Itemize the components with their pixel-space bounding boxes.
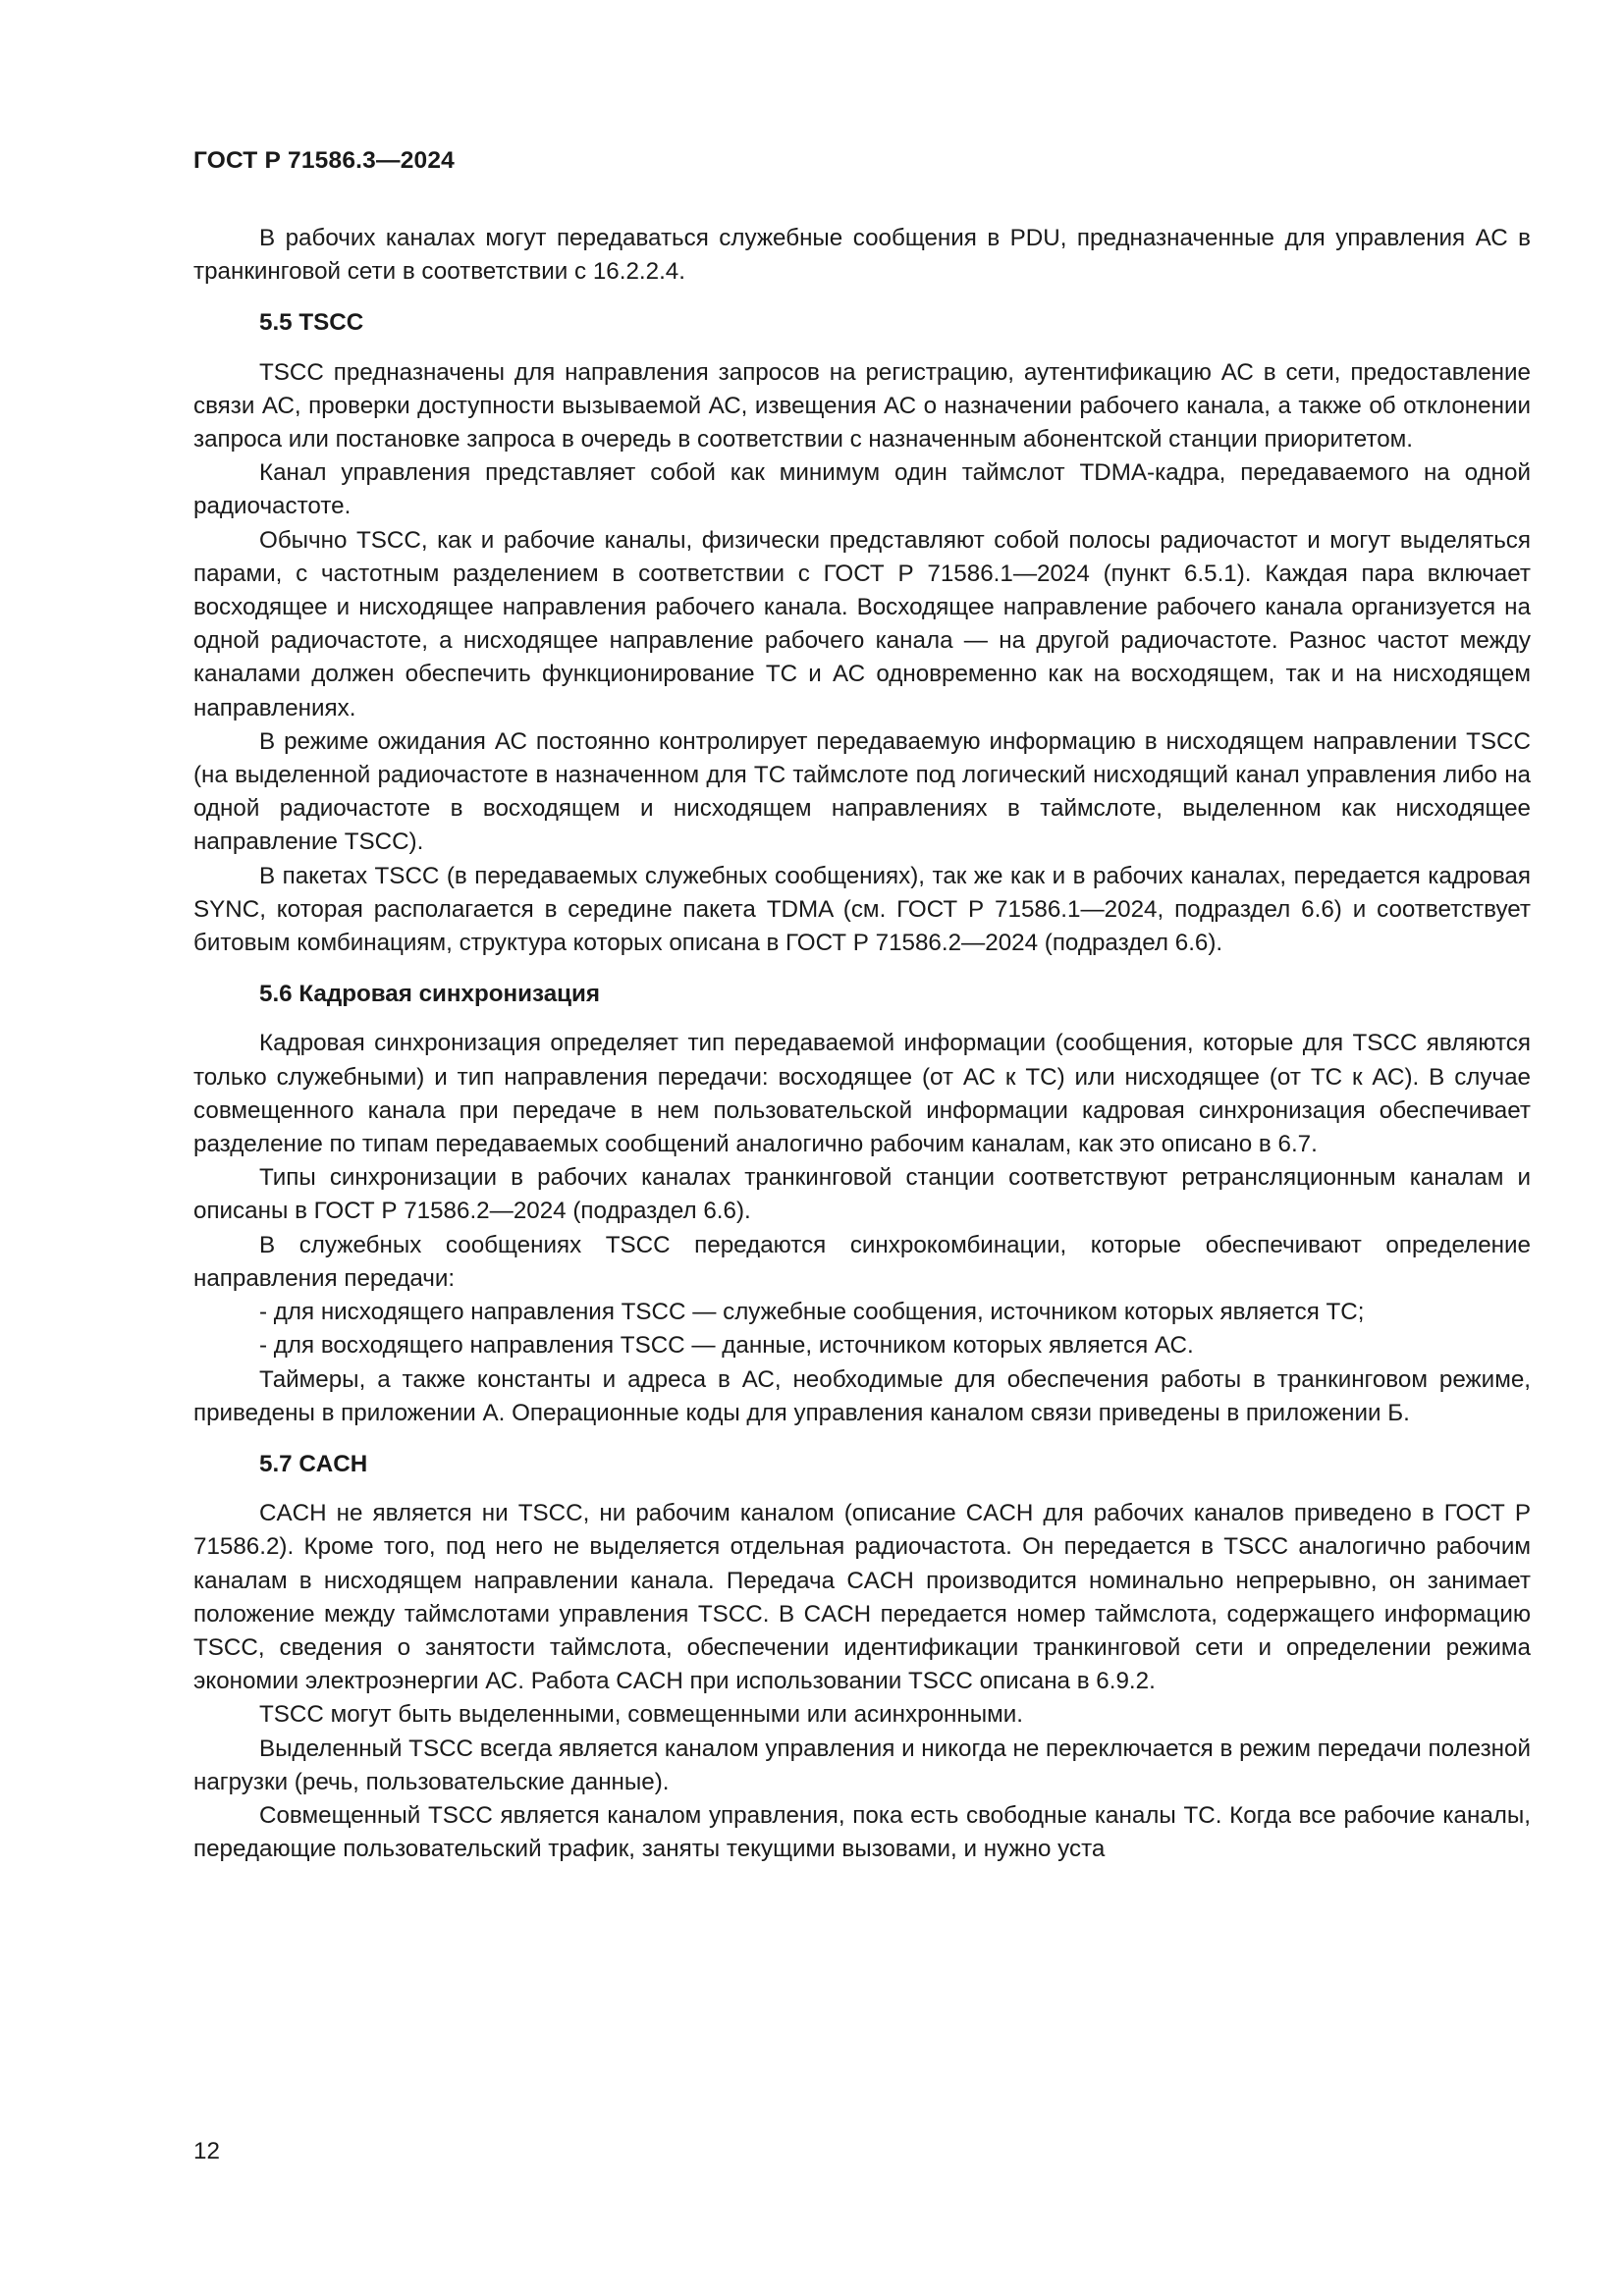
page-number: 12 — [193, 2138, 220, 2164]
paragraph: CACH не является ни TSCC, ни рабочим каналом (описание CACH для рабочих каналов приведено в ГОСТ Р 71586.2). Кроме того, под него не выделяется отдельная радиочастота. Он передается в TSCC аналогично рабочим каналам в нисходящем направлении канала. Передача CACH производится номинально непрерывно, он занимает положение между таймслотами управления TSCC. В CACH передается номер таймслота, содержащего информацию TSCC, сведения о занятости таймслота, обеспечении идентификации транкинговой сети и определении режима экономии электроэнергии АС. Работа CACH при использовании TSCC описана в 6.9.2. — [193, 1500, 1531, 1695]
paragraph: Обычно TSCC, как и рабочие каналы, физически представляют собой полосы радиочастот и могут выделяться парами, с частотным разделением в соответствии с ГОСТ Р 71586.1—2024 (пункт 6.5.1). Каждая пара включает восходящее и нисходящее направления рабочего канала. Восходящее направление рабочего канала организуется на одной радиочастоте, а нисходящее направление рабочего канала — на другой радиочастоте. Разнос частот между каналами должен обеспечить функционирование ТС и АС одновременно как на восходящем, так и на нисходящем направлениях. — [193, 526, 1531, 721]
section-heading-5-5: 5.5 TSCC — [259, 309, 364, 337]
paragraph: Совмещенный TSCC является каналом управления, пока есть свободные каналы ТС. Когда все рабочие каналы, передающие пользовательский трафик, заняты текущими вызовами, и нужно уста — [193, 1801, 1531, 1863]
section-heading-5-6: 5.6 Кадровая синхронизация — [259, 981, 601, 1008]
paragraph: TSCC предназначены для направления запросов на регистрацию, аутентификацию АС в сети, предоставление связи АС, проверки доступности вызываемой АС, извещения АС о назначении рабочего канала, а также об отклонении запроса или постановке запроса в очередь в соответствии с назначенным абонентской станции приоритетом. — [193, 358, 1531, 454]
paragraph: Выделенный TSCC всегда является каналом управления и никогда не переключается в режим передачи полезной нагрузки (речь, пользовательские данные). — [193, 1735, 1531, 1795]
paragraph: В рабочих каналах могут передаваться служебные сообщения в PDU, предназначенные для управления АС в транкинговой сети в соответствии с 16.2.2.4. — [193, 225, 1531, 286]
list-item: - для восходящего направления TSCC — данные, источником которых является АС. — [259, 1332, 1194, 1360]
list-item: - для нисходящего направления TSCC — служебные сообщения, источником которых является ТС; — [259, 1299, 1365, 1326]
paragraph: Кадровая синхронизация определяет тип передаваемой информации (сообщения, которые для TSCC являются только служебными) и тип направления передачи: восходящее (от АС к ТС) или нисходящее (от ТС к АС). В случае совмещенного канала при передаче в нем пользовательской информации кадровая синхронизация обеспечивает разделение по типам передаваемых сообщений аналогично рабочим каналам, как это описано в 6.7. — [193, 1030, 1531, 1158]
section-heading-5-7: 5.7 CACH — [259, 1450, 368, 1477]
paragraph: В режиме ожидания АС постоянно контролирует передаваемую информацию в нисходящем направлении TSCC (на выделенной радиочастоте в назначенном для ТС таймслоте под логический нисходящий канал управления либо на одной радиочастоте в восходящем и нисходящем направлениях в таймслоте, выделенном как нисходящее направление TSCC). — [193, 727, 1531, 856]
paragraph: Таймеры, а также константы и адреса в АС, необходимые для обеспечения работы в транкинговом режиме, приведены в приложении А. Операционные коды для управления каналом связи приведены в приложении Б. — [193, 1365, 1531, 1426]
paragraph: В служебных сообщениях TSCC передаются синхрокомбинации, которые обеспечивают определение направления передачи: — [193, 1231, 1531, 1292]
document-header: ГОСТ Р 71586.3—2024 — [193, 147, 455, 174]
paragraph: Канал управления представляет собой как минимум один таймслот TDMA-кадра, передаваемого на одной радиочастоте. — [193, 459, 1531, 520]
paragraph: В пакетах TSCC (в передаваемых служебных сообщениях), так же как и в рабочих каналах, передается кадровая SYNC, которая располагается в середине пакета TDMA (см. ГОСТ Р 71586.1—2024, подраздел 6.6) и соответствует битовым комбинациям, структура которых описана в ГОСТ Р 71586.2—2024 (подраздел 6.6). — [193, 862, 1531, 957]
page-body — [193, 222, 1531, 1866]
paragraph: TSCC могут быть выделенными, совмещенными или асинхронными. — [259, 1701, 1023, 1729]
paragraph: Типы синхронизации в рабочих каналах транкинговой станции соответствуют ретрансляционным каналам и описаны в ГОСТ Р 71586.2—2024 (подраздел 6.6). — [193, 1164, 1531, 1225]
